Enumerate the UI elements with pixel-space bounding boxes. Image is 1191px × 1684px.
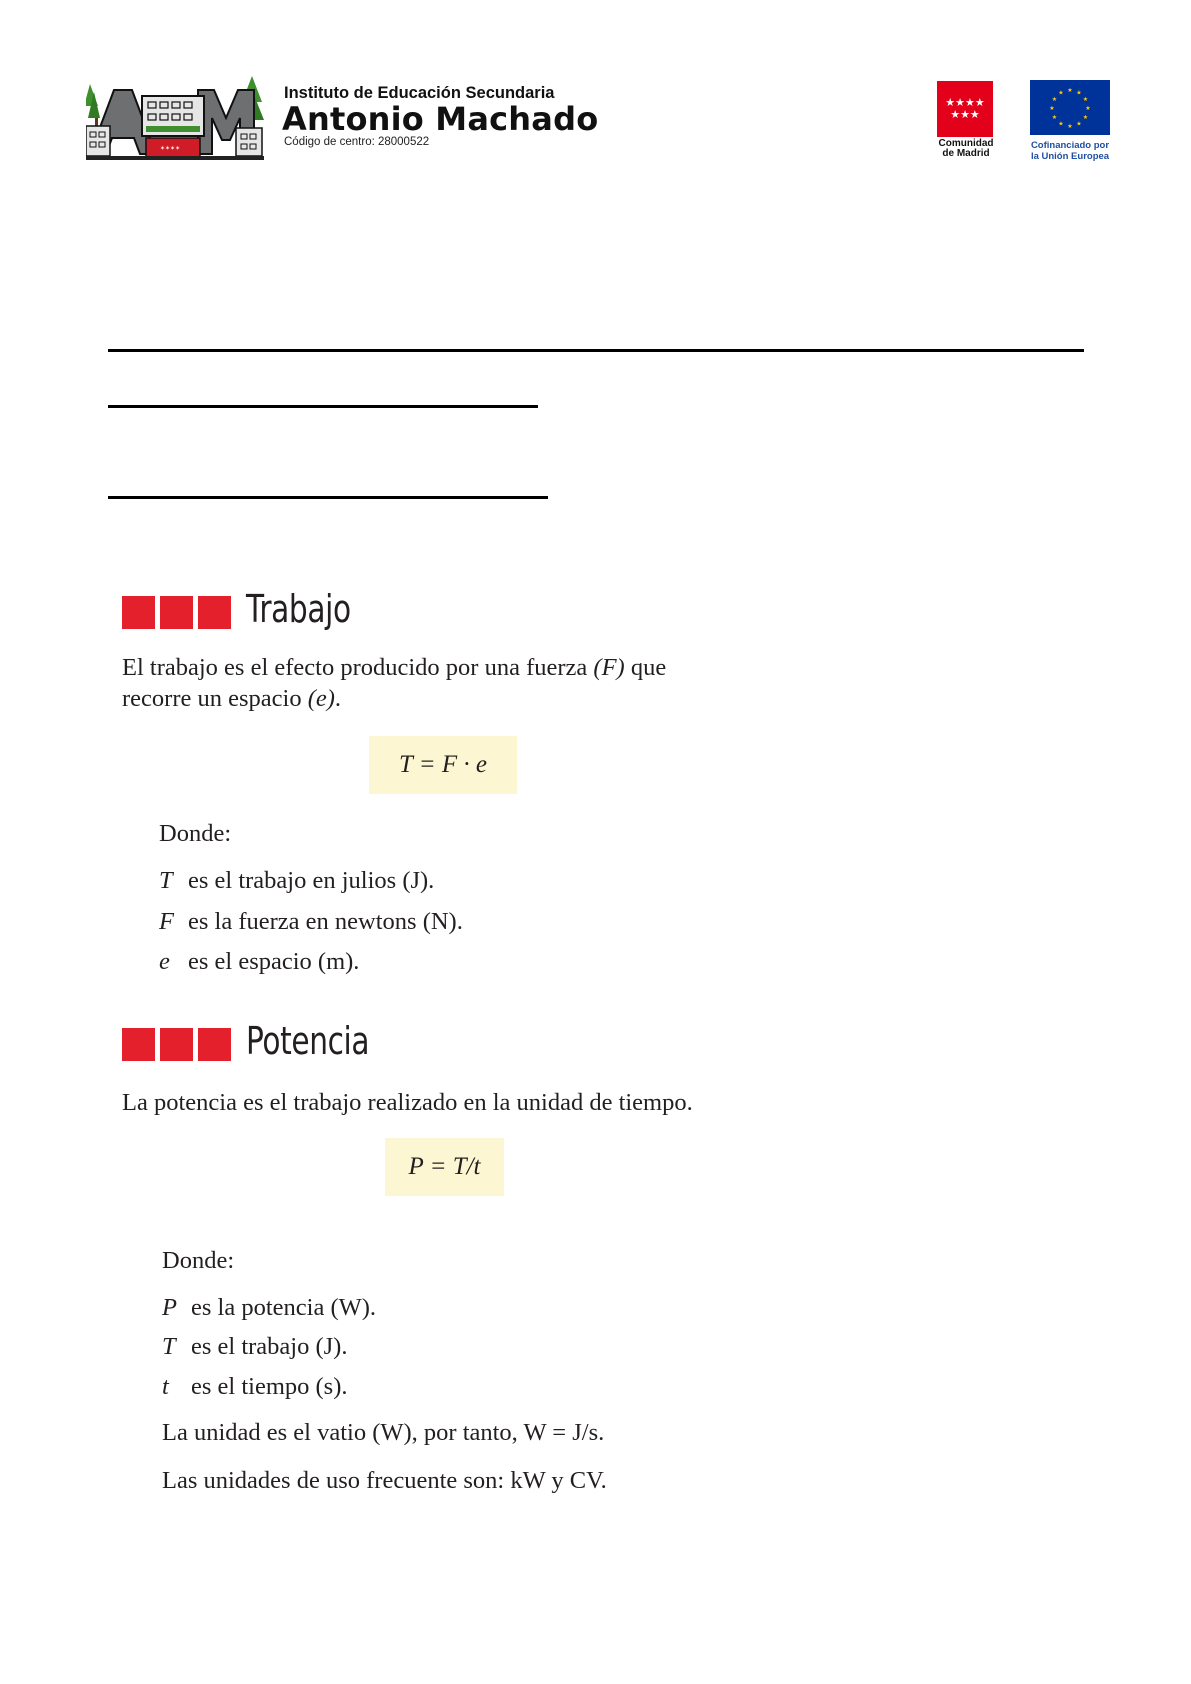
trabajo-intro-text-end: que bbox=[624, 654, 667, 681]
def-variable: P bbox=[162, 1294, 177, 1321]
svg-text:★: ★ bbox=[1082, 114, 1089, 121]
trabajo-intro-line2 bbox=[122, 683, 341, 714]
svg-text:★★★★: ★★★★ bbox=[945, 96, 985, 109]
svg-text:★★★: ★★★ bbox=[950, 108, 980, 121]
school-code: Código de centro: 28000522 bbox=[284, 136, 430, 148]
svg-text:★: ★ bbox=[1058, 120, 1064, 128]
def-text: es la fuerza en newtons (N). bbox=[188, 908, 463, 935]
eu-caption-line2: la Unión Europea bbox=[1030, 151, 1110, 162]
def-text: es el espacio (m). bbox=[188, 948, 360, 975]
trabajo-intro-text: El trabajo es el efecto producido por una fuerza bbox=[122, 654, 594, 681]
madrid-caption-line1: Comunidad bbox=[938, 138, 994, 149]
stars-icon bbox=[937, 81, 993, 137]
svg-text:★: ★ bbox=[1058, 89, 1064, 97]
def-text: es el trabajo (J). bbox=[191, 1333, 348, 1360]
potencia-title: Potencia bbox=[246, 1019, 370, 1063]
def-variable: T bbox=[159, 867, 173, 894]
svg-text:★: ★ bbox=[1067, 123, 1073, 130]
svg-text:★: ★ bbox=[1051, 96, 1058, 103]
def-variable: F bbox=[159, 908, 174, 935]
trabajo-title: Trabajo bbox=[246, 587, 351, 631]
svg-text:★: ★ bbox=[1082, 96, 1089, 103]
date-line bbox=[108, 496, 548, 499]
space-variable: (e) bbox=[307, 685, 335, 712]
svg-text:★: ★ bbox=[1051, 114, 1058, 121]
madrid-caption-line2: de Madrid bbox=[942, 148, 990, 159]
def-text: es el tiempo (s). bbox=[191, 1373, 348, 1400]
school-type-label: Instituto de Educación Secundaria bbox=[284, 84, 555, 102]
trabajo-def-row bbox=[159, 865, 434, 896]
def-variable: t bbox=[162, 1373, 169, 1400]
red-square-icon bbox=[160, 1028, 193, 1061]
def-variable: T bbox=[162, 1333, 176, 1360]
red-square-icon bbox=[198, 596, 231, 629]
svg-text:★: ★ bbox=[1049, 105, 1055, 112]
trabajo-intro-text: recorre un espacio bbox=[122, 685, 308, 712]
potencia-donde-label: Donde: bbox=[162, 1247, 235, 1274]
trabajo-intro-period: . bbox=[334, 685, 342, 712]
eu-stars-icon bbox=[1030, 80, 1110, 135]
school-name: Antonio Machado bbox=[282, 100, 599, 138]
eu-flag-logo bbox=[1030, 80, 1110, 135]
svg-text:✶✶✶✶: ✶✶✶✶ bbox=[160, 145, 181, 152]
svg-text:★: ★ bbox=[1067, 87, 1073, 94]
svg-text:★: ★ bbox=[1085, 105, 1091, 112]
trabajo-intro-line1 bbox=[122, 652, 666, 683]
red-square-icon bbox=[122, 1028, 155, 1061]
red-square-icon bbox=[160, 596, 193, 629]
svg-text:★: ★ bbox=[1076, 120, 1082, 128]
eu-caption-line1: Cofinanciado por bbox=[1030, 140, 1110, 151]
svg-text:★: ★ bbox=[1076, 89, 1082, 97]
red-square-icon bbox=[198, 1028, 231, 1061]
force-variable: (F) bbox=[593, 654, 625, 681]
course-line bbox=[108, 405, 538, 408]
potencia-def-row bbox=[162, 1331, 347, 1362]
potencia-intro: La potencia es el trabajo realizado en la unidad de tiempo. bbox=[122, 1089, 693, 1116]
potencia-formula: P = T/t bbox=[385, 1138, 504, 1196]
comunidad-madrid-logo bbox=[937, 81, 993, 137]
potencia-frequent-units: Las unidades de uso frecuente son: kW y CV. bbox=[162, 1467, 607, 1494]
potencia-def-row bbox=[162, 1371, 348, 1402]
def-text: es la potencia (W). bbox=[191, 1294, 377, 1321]
madrid-caption bbox=[933, 139, 999, 159]
trabajo-def-row bbox=[159, 946, 359, 977]
def-text: es el trabajo en julios (J). bbox=[188, 867, 435, 894]
school-logo bbox=[86, 76, 268, 166]
trabajo-donde-label: Donde: bbox=[159, 820, 232, 847]
red-square-icon bbox=[122, 596, 155, 629]
potencia-def-row bbox=[162, 1292, 376, 1323]
trabajo-formula: T = F · e bbox=[369, 736, 517, 794]
trabajo-def-row bbox=[159, 906, 463, 937]
eu-caption bbox=[1024, 140, 1116, 162]
def-variable: e bbox=[159, 948, 170, 975]
name-line bbox=[108, 349, 1084, 352]
potencia-unit-note: La unidad es el vatio (W), por tanto, W = J/s. bbox=[162, 1419, 605, 1446]
